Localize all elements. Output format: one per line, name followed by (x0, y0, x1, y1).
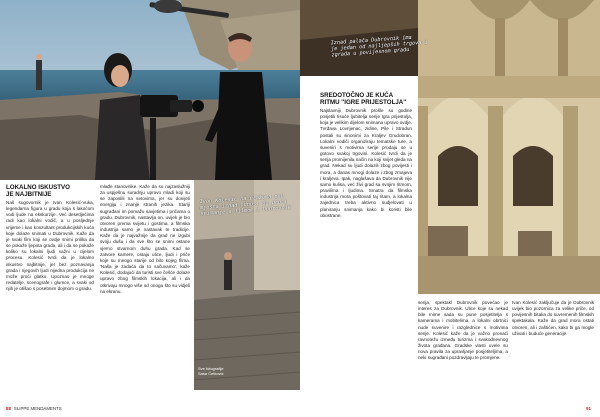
page-number-right: 91 (586, 406, 591, 411)
section3-heading: SREDOTOČNO JE KUĆA RITMU "IGRE PRIJESTOLJA" (320, 92, 407, 106)
footer-left (6, 406, 62, 411)
page-number-left: 88 (6, 406, 11, 411)
cathedral-interior-photo (418, 76, 600, 294)
section2-column: mlađe stanovnike. Kaže da su najzaslužniji za uspješnu suradnju upravo mladi koji su se zaposlili na setovima, jer su donijeli energiju i znanje stranih jezika. Stariji sugrađani im pomažu savjetima i pričama o gradu. Dubrovnik, nastavlja on, uvijek je bio otvoren prema svijetu i gostima, a filmska industrija samo je nastavak te tradicije. Kaže da je najvažnije da grad ne izgubi svoju dušu i da sve što se snimi ostane vjerno stvarnom duhu grada. Kad se zatvore kamere, ostaju ulice, ljudi i priče koje su mnogo starije od bilo kojeg filma. 'Naša je zadaća da to sačuvamo', kaže Kolesić, dodajući da turisti sve češće dolaze upravo zbog filmskih lokacija, ali i da otkrivaju mnogo više od onoga što su vidjeli na ekranu. (100, 184, 190, 294)
section1-body: Naš sugovornik je Ivan Kolesić-Vuka, legendarna figura u gradu koja s lakoćom vodi ljude na ekskurzije. Već desetljećima radi kao lokalni vodič, a u posljednje vrijeme i kao konzultant produkcijskih kuća koje dolaze snimati u Dubrovnik. Kaže da je svaki film koji se ovdje snimi prilika da se pokaže ljepota grada, ali i da se pokaže koliko su lokalni ljudi važni u cijelom procesu. Kolesić tvrdi da je lokalno iskustvo najbitnije, jer bez poznavanja grada i njegovih ljudi nijedna produkcija ne može proći glatko. Upoznao je mnoge redatelje, scenografe i glumce, a svaki od njih je otišao s posebnim dojmom o gradu. (6, 200, 94, 292)
cathedral-top-photo (300, 0, 600, 76)
photo-credit: Sve fotografije Saša Ćetković (198, 366, 224, 376)
film-crew-photo (0, 0, 300, 180)
footer-right (586, 406, 594, 411)
section3-body: Najslavniji Dubrovnik prošle su godine posjetili tisuće ljubitelja serije Igra prijestolja, koja je velikim dijelom snimana upravo ovdje. Tvrđava Lovrijenac, zidine, Pile i Stradun postali su sinonimi za Kraljev Grudobran. Lokalni vodiči organiziraju tematske ture, a suveniri s motivima serije prodaju se u gotovo svakoj trgovini. Kolesić tvrdi da je serija promijenila način na koji svijet gleda na grad. Nekad su ljudi dolazili zbog povijesti i mora, a danas mnogi dolaze i zbog zmajeva i kraljeva. Ipak, naglašava da Dubrovnik nije samo kulisa, već živi grad sa svojim ritmom, pravilima i ljudima. Smatra da filmska industrija mora poštovati taj ritam, a lokalna zajednica treba aktivno sudjelovati u planiranju snimanja kako bi koristi bile obostrane. (320, 108, 412, 218)
caption-mid-left: Ivan Kolesić na plažama pod mjesta iznad odnosi da pruži snimanje s filmom i Dubrovnik (199, 193, 292, 218)
section1-heading: LOKALNO ISKUSTVO JE NAJBITNIJE (6, 184, 70, 198)
section3-column-2: serija, spektakl Dubrovnik povećao je interes za Dubrovnik. Ulice koje su nekad bile mirne sada su pune posjetitelja s kamerama i mobitelima, a lokalni obrtnici nude suvenire i razglednice s motivima serije. Kolesić kaže da je važno pronaći ravnotežu između turizma i svakodnevnog života građana. Gradske vlasti uvele su nova pravila za upravljanje posjetiteljima, a neki sugrađani pozdravljaju te promjene. (418, 300, 508, 361)
publication-name: SLIPPE MENDAMENTS (13, 406, 62, 411)
caption-top-right: Iznad palača Dubrovnik ima je jedan od najljepših trgova i zgrada u povijesnom gradu (330, 34, 428, 59)
section3-column-3: Ivan Kolesić zaključuje da je Dubrovnik uvijek bio pozornica za velike priče, od povijesnih bitaka do suvremenih filmskih spektakala. Kaže da grad mora ostati otvoren, ali i zaštićen, kako bi ga mogle uživati i buduće generacije. (512, 300, 594, 336)
